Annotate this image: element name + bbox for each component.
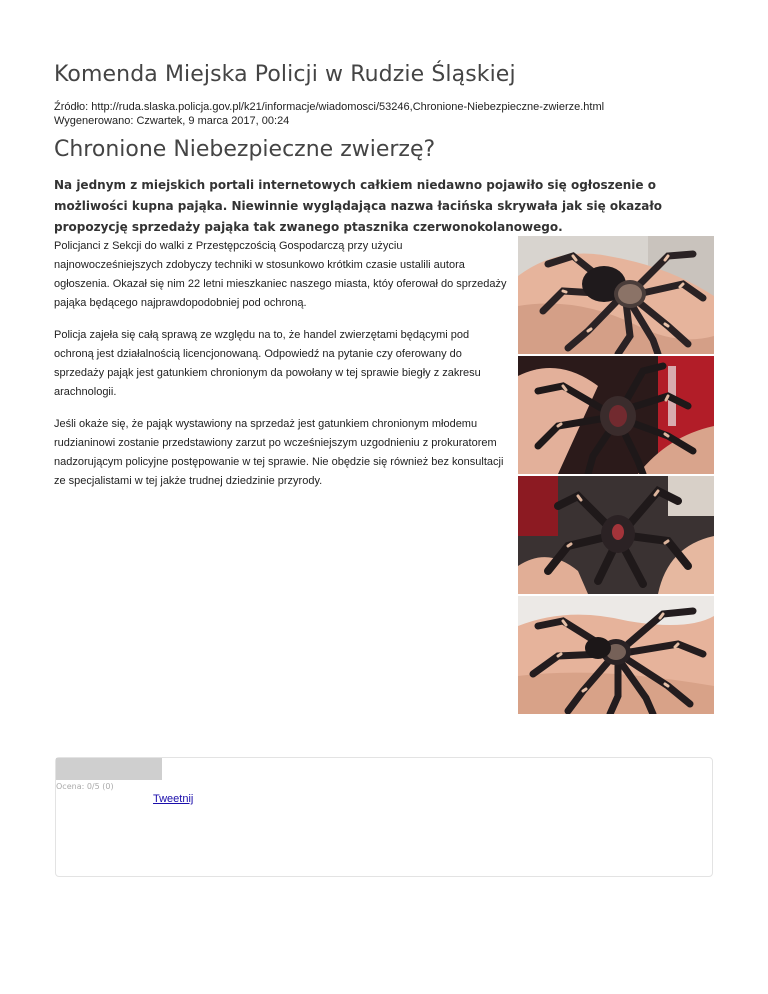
tweet-link[interactable]: Tweetnij (153, 793, 194, 805)
rating-panel (55, 757, 713, 877)
page-meta (54, 100, 604, 128)
article-paragraph: Policja zajeła się całą sprawą ze względu na to, że handel zwierzętami będącymi pod ochroną jest działalnością licencjonowaną. Odpowiedź na pytanie czy oferowany do sprzedaży pająk jest gatunkiem chronionym da powołany w tej sprawie biegły z zakresu arachnologii. (54, 329, 481, 398)
rating-stars-bar[interactable] (56, 758, 162, 780)
article-lead: Na jednym z miejskich portali internetowych całkiem niedawno pojawiło się ogłoszenie o możliwości kupna pająka. Niewinnie wyglądająca nazwa łacińska skrywała jak się okazało propozycję sprzedaży pająka tak zwanego ptasznika czerwonokolanowego. (54, 178, 663, 234)
generated-date: Wygenerowano: Czwartek, 9 marca 2017, 00:24 (54, 115, 290, 127)
article-body (54, 237, 510, 504)
rating-text: Ocena: 0/5 (0) (56, 782, 114, 791)
article-paragraph: Policjanci z Sekcji do walki z Przestępczością Gospodarczą przy użyciu najnowocześniejszych zdobyczy techniki w stosunkowo krótkim czasie ustalili autora ogłoszenia. Okazał się nim 22 letni mieszkaniec naszego miasta, któy oferował do sprzedaży pająka będącego najprawdopodobniej pod ochroną. (54, 240, 507, 309)
photo-gallery (518, 236, 714, 716)
article-paragraph: Jeśli okaże się, że pająk wystawiony na sprzedaż jest gatunkiem chronionym młodemu rudzianinowi zostanie przedstawiony zarzut po wcześniejszym uzgodnieniu z prokuratorem nadzorującym policyjne postępowanie w tej sprawie. Nie obędzie się również bez konsultacji ze specjalistami w tej jakże trudnej dziedzinie przyrody. (54, 418, 504, 487)
article-title: Chronione Niebezpieczne zwierzę? (54, 137, 436, 162)
source-url: Źródło: http://ruda.slaska.policja.gov.pl/k21/informacje/wiadomosci/53246,Chronione-Niebezpieczne-zwierze.html (54, 101, 605, 113)
spider-photo-4[interactable] (518, 596, 714, 714)
spider-photo-1[interactable] (518, 236, 714, 354)
spider-photo-3[interactable] (518, 476, 714, 594)
spider-photo-2[interactable] (518, 356, 714, 474)
site-title: Komenda Miejska Policji w Rudzie Śląskiej (54, 62, 516, 87)
